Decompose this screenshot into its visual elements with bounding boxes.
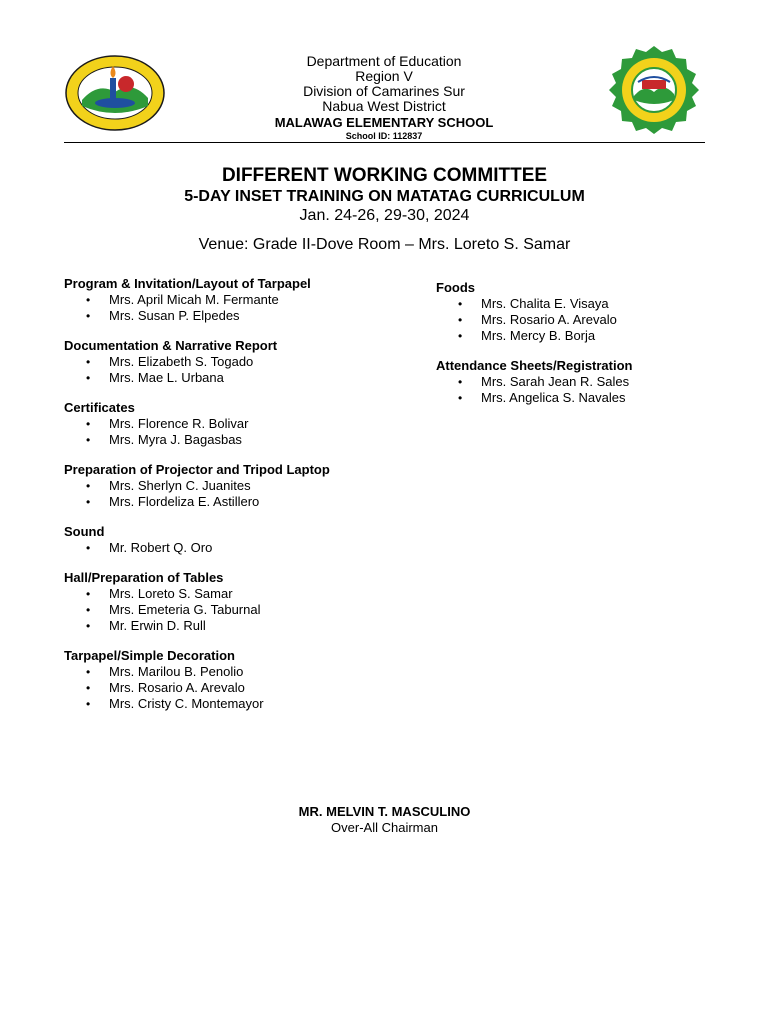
member-name: Mrs. Myra J. Bagasbas <box>109 432 242 447</box>
member-name: Mrs. Chalita E. Visaya <box>481 296 609 311</box>
bullet-icon: • <box>458 391 463 405</box>
member-name: Mrs. Florence R. Bolivar <box>109 416 249 431</box>
document-titles <box>64 165 705 254</box>
committee-name: Program & Invitation/Layout of Tarpapel <box>64 276 311 291</box>
member-name: Mrs. Rosario A. Arevalo <box>481 312 617 327</box>
committee-block <box>64 338 404 386</box>
bullet-icon: • <box>86 495 91 509</box>
committee-block <box>64 400 404 448</box>
member-name: Mrs. Elizabeth S. Togado <box>109 354 254 369</box>
committee-member <box>64 618 404 634</box>
member-name: Mrs. Rosario A. Arevalo <box>109 680 245 695</box>
committee-member <box>64 602 404 618</box>
committee-name: Attendance Sheets/Registration <box>436 358 633 373</box>
committee-member <box>64 432 404 448</box>
committee-member <box>436 328 736 344</box>
bullet-icon: • <box>86 417 91 431</box>
committee-member <box>64 370 404 386</box>
member-name: Mrs. Mae L. Urbana <box>109 370 224 385</box>
committee-member <box>64 478 404 494</box>
committee-member <box>64 494 404 510</box>
bullet-icon: • <box>458 297 463 311</box>
committee-member <box>64 308 404 324</box>
committee-member <box>64 680 404 696</box>
member-name: Mrs. Cristy C. Montemayor <box>109 696 264 711</box>
member-name: Mrs. Marilou B. Penolio <box>109 664 244 679</box>
committees-right-column <box>436 280 736 420</box>
document-subtitle: 5-DAY INSET TRAINING ON MATATAG CURRICULUM <box>184 188 585 205</box>
committee-member <box>64 540 404 556</box>
committee-member <box>436 374 736 390</box>
school-id: School ID: 112837 <box>345 131 423 141</box>
committee-block <box>64 462 404 510</box>
bullet-icon: • <box>86 697 91 711</box>
committee-member <box>64 586 404 602</box>
venue: Venue: Grade II-Dove Room – Mrs. Loreto S. Samar <box>198 236 571 253</box>
committee-member <box>64 354 404 370</box>
training-dates: Jan. 24-26, 29-30, 2024 <box>299 207 470 224</box>
committee-member <box>64 696 404 712</box>
chairman-name: MR. MELVIN T. MASCULINO <box>298 804 471 819</box>
member-name: Mrs. Emeteria G. Taburnal <box>109 602 261 617</box>
chairman-title: Over-All Chairman <box>331 820 438 835</box>
committee-name: Foods <box>436 280 475 295</box>
bullet-icon: • <box>86 479 91 493</box>
member-name: Mr. Erwin D. Rull <box>109 618 206 633</box>
member-name: Mrs. Flordeliza E. Astillero <box>109 494 260 509</box>
committee-name: Certificates <box>64 400 135 415</box>
committee-block <box>436 280 736 344</box>
member-name: Mrs. Sherlyn C. Juanites <box>109 478 251 493</box>
district-name: Nabua West District <box>322 98 446 114</box>
bullet-icon: • <box>86 603 91 617</box>
committee-name: Preparation of Projector and Tripod Laptop <box>64 462 330 477</box>
committee-members <box>436 374 736 406</box>
department-name: Department of Education <box>306 53 462 69</box>
committee-members <box>64 354 404 386</box>
signature-block <box>64 804 705 835</box>
committee-members <box>64 664 404 712</box>
bullet-icon: • <box>86 293 91 307</box>
committee-name: Tarpapel/Simple Decoration <box>64 648 235 663</box>
member-name: Mrs. April Micah M. Fermante <box>109 292 279 307</box>
committee-members <box>436 296 736 344</box>
bullet-icon: • <box>86 681 91 695</box>
letterhead <box>180 54 588 142</box>
committee-block <box>436 358 736 406</box>
committee-member <box>64 664 404 680</box>
committee-members <box>64 540 404 556</box>
committee-name: Documentation & Narrative Report <box>64 338 278 353</box>
committee-member <box>436 312 736 328</box>
committee-name: Sound <box>64 524 105 539</box>
member-name: Mrs. Angelica S. Navales <box>481 390 626 405</box>
member-name: Mrs. Loreto S. Samar <box>109 586 233 601</box>
bullet-icon: • <box>458 313 463 327</box>
committee-block <box>64 570 404 634</box>
region-name: Region V <box>355 68 413 84</box>
committee-members <box>64 292 404 324</box>
member-name: Mrs. Sarah Jean R. Sales <box>481 374 630 389</box>
committee-name: Hall/Preparation of Tables <box>64 570 224 585</box>
committee-member <box>64 416 404 432</box>
committee-members <box>64 586 404 634</box>
bullet-icon: • <box>86 309 91 323</box>
committee-block <box>64 276 404 324</box>
bullet-icon: • <box>86 587 91 601</box>
bullet-icon: • <box>458 375 463 389</box>
header-divider <box>64 142 705 143</box>
division-name: Division of Camarines Sur <box>303 83 465 99</box>
school-name: MALAWAG ELEMENTARY SCHOOL <box>274 115 494 130</box>
committee-members <box>64 478 404 510</box>
member-name: Mrs. Mercy B. Borja <box>481 328 596 343</box>
bullet-icon: • <box>86 433 91 447</box>
bullet-icon: • <box>86 665 91 679</box>
committee-members <box>64 416 404 448</box>
committees-left-column <box>64 276 404 726</box>
school-seal-icon <box>604 44 704 136</box>
bullet-icon: • <box>458 329 463 343</box>
committee-block <box>64 524 404 556</box>
member-name: Mrs. Susan P. Elpedes <box>109 308 240 323</box>
bullet-icon: • <box>86 619 91 633</box>
bullet-icon: • <box>86 371 91 385</box>
committee-member <box>64 292 404 308</box>
committee-member <box>436 296 736 312</box>
committee-member <box>436 390 736 406</box>
division-office-seal-icon <box>64 54 166 132</box>
member-name: Mr. Robert Q. Oro <box>109 540 213 555</box>
bullet-icon: • <box>86 541 91 555</box>
document-title: DIFFERENT WORKING COMMITTEE <box>221 165 548 186</box>
committee-block <box>64 648 404 712</box>
bullet-icon: • <box>86 355 91 369</box>
